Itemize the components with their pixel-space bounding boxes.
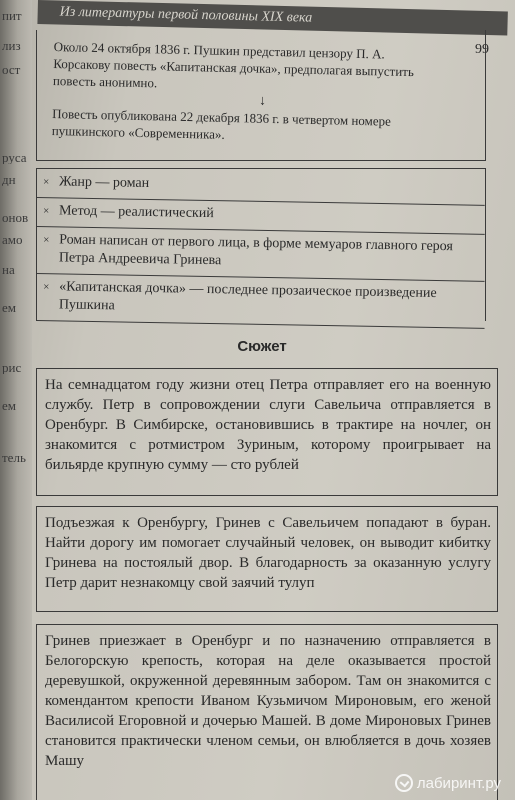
running-head: Из литературы первой половины XIX века bbox=[37, 0, 507, 35]
prev-page-fragment: руса bbox=[2, 150, 27, 164]
prev-page-fragment: рис bbox=[2, 360, 22, 374]
prev-page-fragment: ем bbox=[2, 300, 16, 314]
prev-page-fragment: онов bbox=[2, 210, 28, 224]
labirint-logo-icon bbox=[395, 774, 413, 792]
prev-page-fragment: пит bbox=[2, 8, 22, 22]
plot-paragraph: Гринев приезжает в Оренбург и по назначению отправляется в Белогорскую крепость, которая на деле оказывается простой деревушкой, окруженной деревянным забором. Там он знакомится с комендантом крепости Иваном Кузьмичом Мироновым, его женой Василисой Егоровной и дочерью Машей. В доме Мироновых Гринев становится практически членом семьи, он влюбляется в дочь хозяев Машу bbox=[45, 633, 491, 769]
prev-page-fragment: ем bbox=[2, 398, 16, 412]
prev-page-fragment: на bbox=[2, 262, 15, 276]
cross-marker-icon: × bbox=[42, 176, 50, 189]
feature-text: Роман написан от первого лица, в форме мемуаров главного героя Петра Андреевича Гринева bbox=[58, 232, 454, 269]
arrow-down-icon: ↓ bbox=[258, 93, 267, 109]
page-number: 99 bbox=[475, 42, 489, 57]
prev-page-fragment: дн bbox=[2, 172, 16, 186]
plot-box bbox=[36, 368, 498, 496]
feature-text: Жанр — роман bbox=[58, 174, 150, 191]
cross-marker-icon: × bbox=[43, 234, 50, 247]
feature-text: Метод — реалистический bbox=[58, 203, 214, 222]
watermark-text: лабиринт.ру bbox=[416, 774, 501, 792]
feature-text: «Капитанская дочка» — последнее прозаическое произведение Пушкина bbox=[58, 279, 437, 314]
prev-page-fragment: тель bbox=[2, 450, 26, 464]
prev-page-fragment: лиз bbox=[2, 38, 21, 52]
plot-box bbox=[36, 506, 498, 612]
prev-page-fragment: амо bbox=[2, 232, 23, 246]
features-list bbox=[36, 168, 486, 321]
intro-paragraph: Около 24 октября 1836 г. Пушкин представил цензору П. А. Корсакову повесть «Капитанская дочка», предполагая выпустить повесть анонимно. bbox=[52, 38, 415, 91]
feature-item bbox=[37, 274, 486, 329]
book-page bbox=[32, 0, 515, 800]
watermark bbox=[395, 774, 501, 792]
previous-page-edge bbox=[0, 0, 32, 800]
cross-marker-icon: × bbox=[42, 205, 50, 218]
cross-marker-icon: × bbox=[43, 281, 50, 294]
section-title: Сюжет bbox=[237, 338, 287, 355]
intro-text bbox=[52, 34, 469, 148]
intro-paragraph: Повесть опубликована 22 декабря 1836 г. в четвертом номере пушкинского «Современника». bbox=[51, 105, 392, 142]
plot-paragraph: Подъезжая к Оренбургу, Гринев с Савельичем попадают в буран. Найти дорогу им помогает случайный человек, он выводит кибитку Гринева на постоялый двор. В благодарность за оказанную услугу Петр дарит незнакомцу свой заячий тулуп bbox=[45, 515, 491, 591]
plot-paragraph: На семнадцатом году жизни отец Петра отправляет его на военную службу. Петр в сопровождении слуги Савельича отправляется в Оренбург. В Симбирске, остановившись в трактире на ночлег, он знакомится с ротмистром Зуриным, которому проигрывает на бильярде крупную сумму — сто рублей bbox=[45, 377, 491, 473]
feature-item bbox=[37, 227, 486, 282]
prev-page-fragment: ост bbox=[2, 62, 21, 76]
